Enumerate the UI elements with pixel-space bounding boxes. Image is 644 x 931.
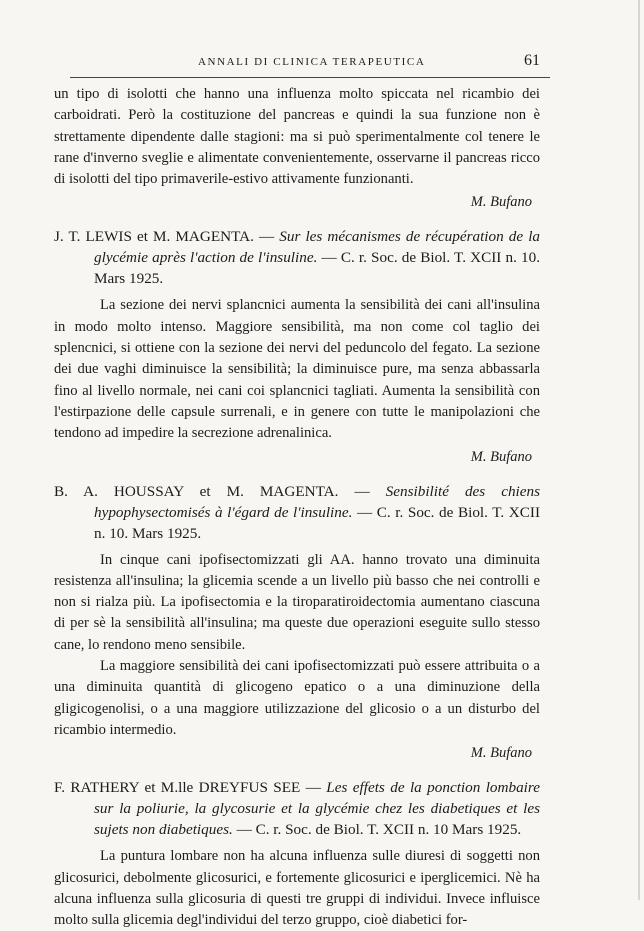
entry-paragraph: La puntura lombare non ha alcuna influenza sulle diuresi di soggetti non glicosurici, debolmente glicosurici, e fortemente glicosurici e iperglicemici. Nè ha alcuna influenza sulla glicosuria di questi tre gruppi di individui. Invece influisce molto sulla glicemia degl'individui del terzo gruppo, cioè diabetici for- <box>54 848 540 929</box>
entry-paragraph: La sezione dei nervi splancnici aumenta la sensibilità dei cani all'insulina in modo molto intenso. Maggiore sensibilità, ma non come col taglio dei splencnici, si ottiene con la sezione dei nervi del peduncolo del fegato. La sezione dei due vaghi diminuisce la sensibilità; la diminuisce pure, ma senza abbassarla fino al livello normale, nei cani coi splancnici tagliati. Aumenta la sensibilità con l'estirpazione delle capsule surrenali, e in genere con tutte le manipolazioni che tendono ad impedire la secrezione adrenalinica. <box>54 297 540 442</box>
page-number: 61 <box>524 52 540 69</box>
signature: M. Bufano <box>470 448 532 465</box>
page-header <box>70 54 550 78</box>
entry-heading: B. A. HOUSSAY et M. MAGENTA. — Sensibilité des chiens hypophysectomisés à l'égard de l'insuline. — C. r. Soc. de Biol. T. XCII n. 10. Mars 1925. <box>54 482 541 542</box>
entry-authors: J. T. LEWIS et M. MAGENTA. <box>54 228 254 246</box>
intro-paragraph: un tipo di isolotti che hanno una influenza molto spiccata nel ricambio dei carboidrati. Però la costituzione del pancreas e quindi la sua funzione non è strettamente dipendente dalle stagioni: ma si può sperimentalmente col tenere le rane d'inverno sveglie e alimentate convenientemente, osservarne il pancreas ricco di isolotti del tipo primaverile-estivo attivamente funzionanti. <box>54 86 540 188</box>
signature: M. Bufano <box>470 745 532 762</box>
entry-paragraph: In cinque cani ipofisectomizzati gli AA. hanno trovato una diminuita resistenza all'insulina; la glicemia scende a un livello più basso che nei controlli e non si rialza più. La ipofisectomia e la tiroparatiroidectomia aumentano ciascuna di per sè la sensibilità all'insulina; ma queste due operazioni eseguite sullo stesso cane, lo rendono meno sensibile. <box>54 551 540 653</box>
entry-authors: F. RATHERY et M.lle DREYFUS SEE <box>54 779 301 797</box>
header-rule <box>70 77 550 78</box>
entry-title: Sensibilité des chiens hypophysectomisés à l'égard de l'insuline. <box>94 482 541 521</box>
signature: M. Bufano <box>470 194 532 211</box>
entry-source: — C. r. Soc. de Biol. T. XCII n. 10. Mars 1925. <box>94 249 540 288</box>
entry-title: Les effets de la ponction lombaire sur la poliurie, la glycosurie et la glycémie chez les diabetiques et les sujets non diabetiques. <box>94 779 540 839</box>
entry-heading: F. RATHERY et M.lle DREYFUS SEE — Les effets de la ponction lombaire sur la poliurie, la glycosurie et la glycémie chez les diabetiques et les sujets non diabetiques. — C. r. Soc. de Biol. T. XCII n. 10 Mars 1925. <box>54 779 540 839</box>
entry-source: — C. r. Soc. de Biol. T. XCII n. 10. Mars 1925. <box>94 503 540 542</box>
entry-paragraph: La maggiore sensibilità dei cani ipofisectomizzati può essere attribuita o a una diminuita quantità di glicogeno epatico o a una diminuzione della gligicogenolisi, o a una maggiore utilizzazione del glicosio o a un disturbo del ricambio intermedio. <box>54 658 540 738</box>
running-title: ANNALI DI CLINICA TERAPEUTICA <box>198 56 426 68</box>
entry-title: Sur les mécanismes de récupération de la glycémie après l'action de l'insuline. <box>94 228 541 267</box>
entry-heading: J. T. LEWIS et M. MAGENTA. — Sur les mécanismes de récupération de la glycémie après l'action de l'insuline. — C. r. Soc. de Biol. T. XCII n. 10. Mars 1925. <box>54 228 541 288</box>
body-text <box>54 84 540 931</box>
entry-authors: B. A. HOUSSAY et M. MAGENTA. <box>54 482 339 500</box>
page-edge <box>638 0 640 900</box>
entry-source: — C. r. Soc. de Biol. T. XCII n. 10 Mars 1925. <box>232 821 522 839</box>
